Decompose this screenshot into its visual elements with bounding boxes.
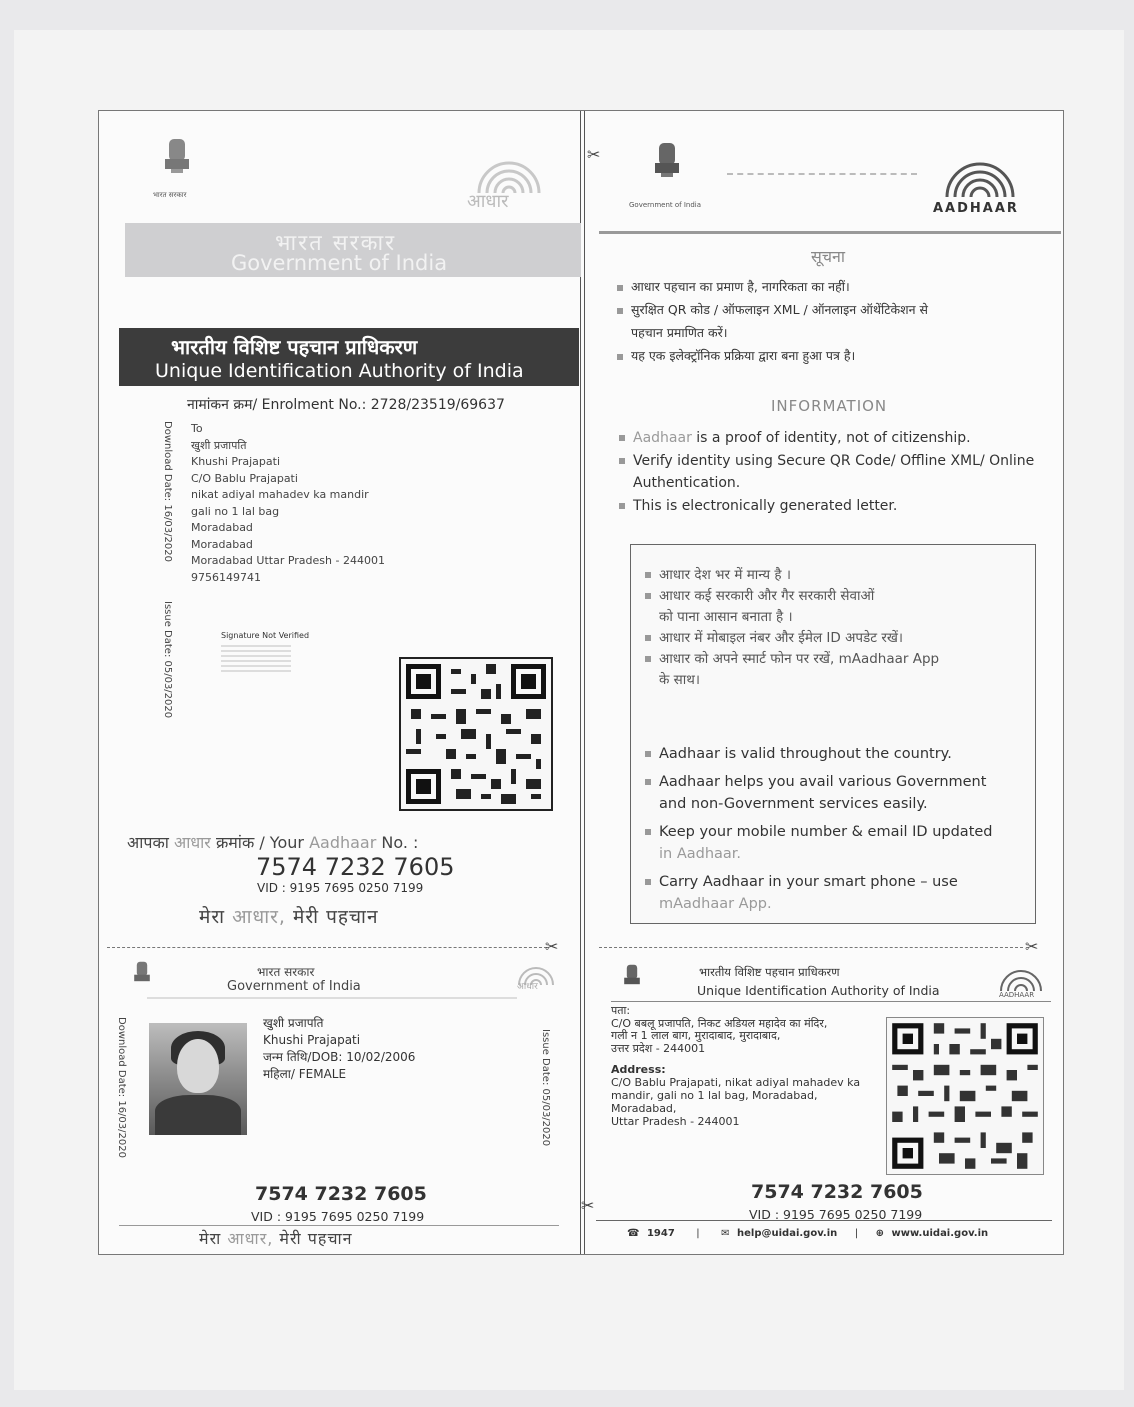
signature-block (221, 631, 309, 672)
benefit-item: Carry Aadhaar in your smart phone – use (645, 871, 993, 894)
holder-name-hindi: खुशी प्रजापति (263, 1016, 324, 1030)
slogan-part: मेरा (199, 906, 226, 928)
aadhaar-logo-text: आधार (467, 191, 509, 212)
information-heading: INFORMATION (771, 397, 888, 415)
card-address-english (611, 1063, 860, 1128)
aadhaar-logo-text: आधार (517, 982, 538, 992)
national-emblem-icon (129, 959, 155, 993)
card-uidai-hindi: भारतीय विशिष्ट पहचान प्राधिकरण (699, 965, 840, 979)
bullet-icon (645, 779, 651, 785)
card-footer (627, 1228, 988, 1239)
card-slogan (199, 1227, 353, 1249)
to-label: To (191, 422, 203, 435)
helpline-number: 1947 (646, 1228, 675, 1239)
benefit-item: Aadhaar is valid throughout the country. (645, 743, 993, 766)
info-item: सुरक्षित QR कोड / ऑफलाइन XML / ऑनलाइन ऑथेंटिकेशन से (617, 298, 928, 321)
recipient-name: Khushi Prajapati (191, 455, 281, 468)
address-label: Address: (611, 1063, 666, 1076)
label-part: आपका (127, 833, 169, 852)
holder-gender: महिला/ FEMALE (263, 1067, 347, 1081)
aadhaar-logo-text: AADHAAR (933, 201, 1019, 216)
label-part: No. : (381, 833, 419, 852)
benefit-item-cont: mAadhaar App. (659, 896, 772, 912)
info-item: यह एक इलेक्ट्रॉनिक प्रक्रिया द्वारा बना हुआ पत्र है। (617, 344, 928, 367)
qr-code-pattern (887, 1018, 1043, 1174)
label-part: आधार (173, 833, 211, 852)
qr-code-pattern (401, 659, 551, 809)
info-item: This is electronically generated letter. (619, 495, 1034, 518)
card-issue-date: Issue Date: 05/03/2020 (540, 1029, 551, 1147)
horizontal-cut-line (107, 947, 547, 948)
website-link[interactable]: www.uidai.gov.in (891, 1228, 989, 1239)
card-aadhaar-number: 7574 7232 7605 (255, 1183, 427, 1205)
benefit-item: आधार कई सरकारी और गैर सरकारी सेवाओं (645, 586, 939, 607)
recipient-address (191, 421, 385, 586)
benefit-item-cont: को पाना आसान बनाता है । (659, 609, 793, 625)
footer-separator: | (696, 1228, 700, 1239)
recipient-name-hindi: खुशी प्रजापति (191, 438, 247, 452)
slogan-part: आधार, (227, 1229, 274, 1248)
english-benefits (645, 743, 993, 916)
globe-icon: ⊕ (875, 1228, 884, 1239)
card-address-hindi (611, 1005, 827, 1055)
info-item-cont: Authentication. (633, 475, 741, 491)
pata-line: गली न 1 लाल बाग, मुरादाबाद, मुरादाबाद, (611, 1029, 781, 1042)
bullet-icon (645, 656, 651, 662)
bullet-icon (645, 751, 651, 757)
national-emblem-icon (647, 139, 687, 191)
bullet-icon (617, 285, 623, 291)
bullet-icon (645, 829, 651, 835)
card-gov-english: Government of India (227, 979, 361, 994)
bullet-icon (645, 879, 651, 885)
info-item: आधार पहचान का प्रमाण है, नागरिकता का नहीं। (617, 275, 928, 298)
vertical-cut-line (580, 111, 585, 1254)
address-line: Moradabad (191, 521, 253, 534)
header-rule (599, 231, 1061, 234)
card-header-rule (147, 997, 517, 999)
aadhaar-letter (98, 110, 1064, 1255)
photo-face (177, 1039, 219, 1093)
holder-name: Khushi Prajapati (263, 1033, 361, 1047)
holder-photo (149, 1023, 247, 1135)
gov-banner (125, 223, 581, 277)
card-vid: VID : 9195 7695 0250 7199 (251, 1209, 425, 1224)
slogan-part: मेरी पहचान (293, 906, 379, 928)
info-item: Verify identity using Secure QR Code/ Offline XML/ Online (619, 450, 1034, 473)
uidai-banner (119, 328, 579, 386)
info-item-cont: पहचान प्रमाणित करें। (631, 325, 728, 340)
bullet-icon (619, 435, 625, 441)
signature-stamp (221, 644, 291, 672)
slogan-part: मेरी पहचान (279, 1229, 353, 1248)
address-line: Moradabad Uttar Pradesh - 244001 (191, 554, 385, 567)
pata-label: पता: (611, 1004, 631, 1017)
national-emblem-icon (157, 135, 197, 187)
card-download-date: Download Date: 16/03/2020 (116, 1017, 127, 1158)
gov-banner-hindi: भारत सरकार (275, 231, 397, 256)
aadhaar-number-label (127, 831, 418, 853)
bullet-icon (645, 572, 651, 578)
address-line: C/O Bablu Prajapati, nikat adiyal mahadev ka (611, 1076, 861, 1089)
help-email[interactable]: help@uidai.gov.in (737, 1228, 838, 1239)
uidai-banner-english: Unique Identification Authority of India (155, 360, 524, 382)
pata-line: उत्तर प्रदेश - 244001 (611, 1041, 706, 1055)
card-footer-rule (596, 1220, 1052, 1221)
download-date: Download Date: 16/03/2020 (162, 421, 173, 562)
scissors-icon: ✂ (1025, 937, 1039, 956)
benefit-item: Aadhaar helps you avail various Government (645, 771, 993, 794)
benefit-item: आधार में मोबाइल नंबर और ईमेल ID अपडेट रखें। (645, 628, 939, 649)
card-gov-hindi: भारत सरकार (257, 965, 315, 979)
benefit-item: आधार को अपने स्मार्ट फोन पर रखें, mAadhaar App (645, 649, 939, 670)
emblem-caption: भारत सरकार (153, 191, 187, 199)
card-holder-details (263, 1015, 415, 1083)
national-emblem-icon (619, 961, 645, 997)
aadhaar-logo-text: AADHAAR (999, 991, 1035, 999)
aadhaar-number: 7574 7232 7605 (256, 853, 455, 881)
benefit-item-cont: in Aadhaar. (659, 846, 742, 862)
slogan-part: आधार, (232, 906, 286, 928)
address-line: Moradabad (191, 537, 253, 551)
scissors-icon: ✂ (587, 145, 601, 164)
slogan-part: मेरा (199, 1229, 222, 1248)
signature-status: Signature Not Verified (221, 631, 310, 640)
holder-dob: जन्म तिथि/DOB: 10/02/2006 (263, 1050, 416, 1064)
label-part: Aadhaar (309, 833, 377, 852)
bullet-icon (617, 308, 623, 314)
address-line: mandir, gali no 1 lal bag, Moradabad, (611, 1089, 818, 1102)
phone-icon: ☎ (627, 1228, 640, 1239)
card-qr-code (886, 1017, 1044, 1175)
label-part: क्रमांक / Your (215, 833, 304, 852)
vid-number: VID : 9195 7695 0250 7199 (257, 881, 424, 895)
header-rule (727, 173, 917, 175)
gov-caption: Government of India (629, 201, 702, 209)
pata-line: C/O बबलू प्रजापति, निकट अडियल महादेव का मंदिर, (611, 1016, 828, 1030)
slogan (199, 903, 379, 929)
care-of: C/O Bablu Prajapati (191, 471, 298, 485)
benefit-item-cont: के साथ। (659, 672, 701, 688)
bullet-icon (619, 458, 625, 464)
address-line: gali no 1 lal bag (191, 504, 280, 518)
address-line: nikat adiyal mahadev ka mandir (191, 488, 369, 501)
info-item: Aadhaar is a proof of identity, not of citizenship. (619, 427, 1034, 450)
gov-banner-english: Government of India (231, 251, 448, 275)
card-back-aadhaar-number: 7574 7232 7605 (751, 1181, 923, 1203)
email-icon: ✉ (721, 1228, 730, 1239)
card-back-vid: VID : 9195 7695 0250 7199 (749, 1207, 923, 1222)
hindi-benefits (645, 565, 939, 691)
bullet-icon (619, 503, 625, 509)
aadhaar-benefits-box (630, 544, 1036, 924)
phone-number: 9756149741 (191, 570, 261, 584)
address-line: Moradabad, (611, 1102, 677, 1115)
qr-code (399, 657, 553, 811)
footer-separator: | (854, 1228, 859, 1239)
issue-date: Issue Date: 05/03/2020 (162, 601, 173, 719)
bullet-icon (617, 354, 623, 360)
suchna-heading: सूचना (811, 247, 846, 266)
bullet-icon (645, 635, 651, 641)
english-info-list (619, 427, 1034, 517)
bullet-icon (645, 593, 651, 599)
uidai-banner-hindi: भारतीय विशिष्ट पहचान प्राधिकरण (171, 335, 418, 359)
card-header-rule (611, 1001, 1051, 1002)
scissors-icon: ✂ (581, 1196, 595, 1215)
hindi-info-list (617, 275, 928, 367)
card-slogan-rule (119, 1225, 559, 1226)
scissors-icon: ✂ (545, 937, 559, 956)
enrolment-number: नामांकन क्रम/ Enrolment No.: 2728/23519/69637 (187, 397, 505, 413)
photo-body (155, 1095, 241, 1135)
benefit-item-cont: and non-Government services easily. (659, 796, 928, 812)
card-uidai-english: Unique Identification Authority of India (697, 983, 940, 998)
benefit-item: आधार देश भर में मान्य है । (645, 565, 939, 586)
address-line: Uttar Pradesh - 244001 (611, 1115, 740, 1128)
horizontal-cut-line (599, 947, 1023, 948)
benefit-item: Keep your mobile number & email ID updated (645, 821, 993, 844)
